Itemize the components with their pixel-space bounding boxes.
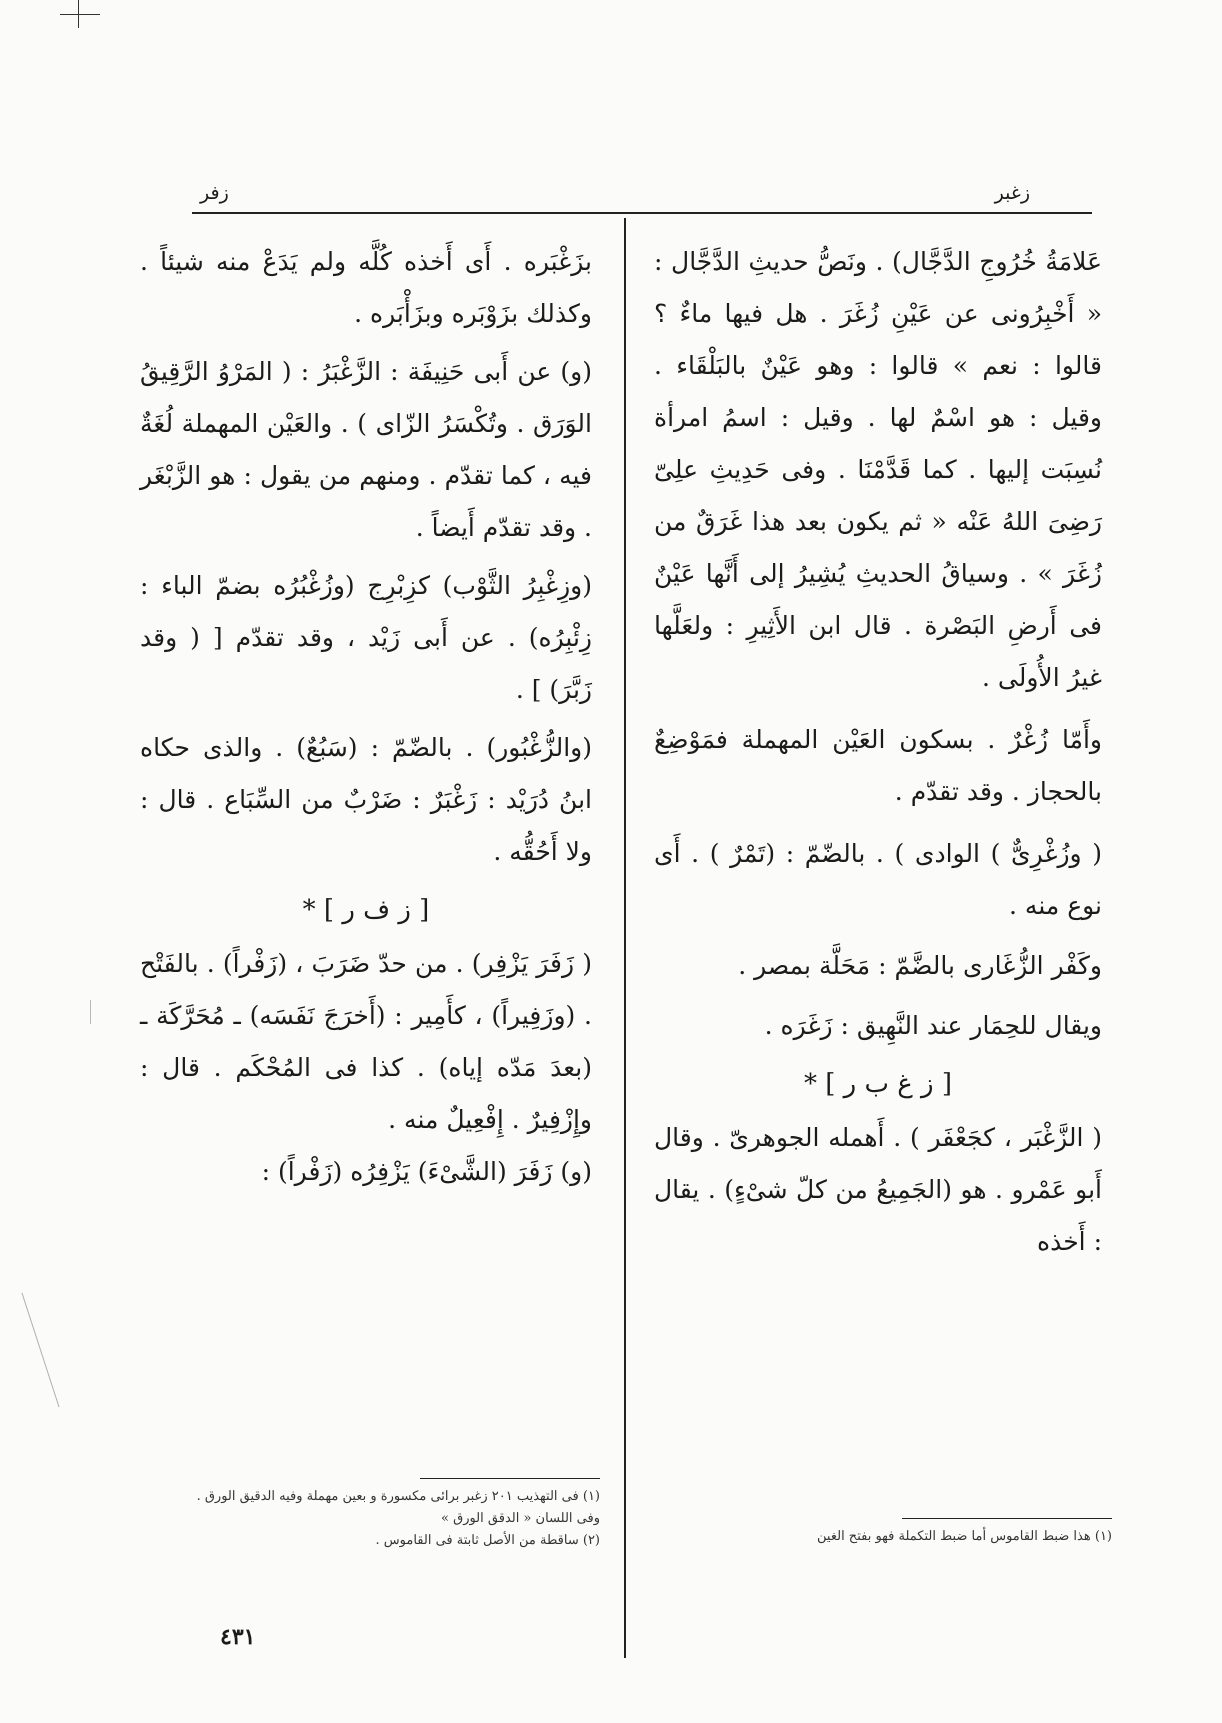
footnote: (١) هذا ضبط القاموس أما ضبط التكملة فهو بفتح الغين xyxy=(817,1529,1112,1544)
page-number: ٤٣١ xyxy=(220,1624,256,1650)
scan-artifact xyxy=(21,1293,59,1407)
left-column xyxy=(140,236,592,1198)
footnote-rule-right xyxy=(902,1518,1112,1519)
entry-heading: [ ز ف ر ] * xyxy=(302,895,430,925)
running-header-right: زغبر xyxy=(994,182,1030,204)
footnote: (٢) ساقطة من الأصل ثابتة فى القاموس . xyxy=(375,1533,600,1548)
crop-mark xyxy=(60,0,100,30)
paragraph: عَلامَةُ خُرُوجِ الدَّجَّال) . ونَصُّ حديثِ الدَّجَّال : « أَخْبِرُونى عن عَيْنِ زُغَرَ . هل فيها ماءٌ ؟ قالوا : نعم » قالوا : وهو عَيْنٌ بالبَلْقَاء . وقيل : هو اسْمٌ لها . وقيل : اسمُ امرأة نُسِبَت إليها . كما قَدَّمْنَا . وفى حَدِيثِ علِىّ رَضِىَ اللهُ عَنْه « ثم يكون بعد هذا غَرَقٌ من زُغَرَ » . وسياقُ الحديثِ يُشِيرُ إلى أَنَّها عَيْنٌ فى أَرضِ البَصْرة . قال ابن الأَثِيرِ : ولعَلَّها غيرُ الأُولَى . xyxy=(654,247,1102,692)
footnote-rule-left xyxy=(420,1478,600,1479)
header-rule xyxy=(192,212,1092,214)
paragraph: وكَفْر الزُّغَارى بالضَّمّ : مَحَلَّة بمصر . xyxy=(738,951,1102,980)
paragraph: ( الزَّغْبَر ، كجَعْفَر ) . أَهمله الجوهرىّ . وقال أَبو عَمْرو . هو (الجَمِيعُ من كلّ شىْءٍ) . يقال : أَخذه xyxy=(654,1123,1102,1256)
right-column xyxy=(654,236,1102,1268)
footnote: (١) فى التهذيب ٢٠١ زغبر برائى مكسورة و بعين مهملة وفيه الدقيق الورق . وفى اللسان « الدقق الورق » xyxy=(196,1489,600,1526)
running-header-left: زفر xyxy=(200,182,229,204)
column-divider xyxy=(624,218,626,1658)
footnotes-right xyxy=(662,1526,1112,1548)
entry-heading: [ ز غ ب ر ] * xyxy=(804,1069,952,1099)
paragraph: (و) زَفَرَ (الشَّىْءَ) يَزْفِرُه (زَفْراً) : xyxy=(261,1157,592,1186)
paragraph: (والزُّغْبُور) . بالضّمّ : (سَبُعٌ) . والذى حكاه ابنُ دُرَيْد : زَغْبَرٌ : ضَرْبٌ من السِّبَاع . قال : ولا أَحُقُّه . xyxy=(140,733,592,866)
paragraph: ( وزُغْرِىٌّ ) الوادى ) . بالضّمّ : (تَمْرٌ ) . أَى نوع منه . xyxy=(654,839,1102,920)
paragraph: ( زَفَرَ يَزْفِر) . من حدّ ضَرَبَ ، (زَفْراً) . بالفَتْح . (وزَفِيراً) ، كأَمِير : (أَخرَجَ نَفَسَه) ـ مُحَرَّكَة ـ (بعدَ مَدّه إياه) . كذا فى المُحْكَم . قال : وإِزْفِيرٌ . إِفْعِيلٌ منه . xyxy=(140,949,592,1134)
paragraph: (وزِغْبِرُ الثَّوْب) كزِبْرِج (وزُغْبُرُه بضمّ الباء : زِئْبِرُه) . عن أَبى زَيْد ، وقد تقدّم [ ( وقد زَبَّرَ) ] . xyxy=(140,571,592,704)
scan-artifact xyxy=(90,1000,91,1024)
paragraph: (و) عن أَبى حَنِيفَة : الزَّغْبَرُ : ( المَرْوُ الرَّقِيقُ الوَرَق . وتُكْسَرُ الزّاى ) . والعَيْن المهملة لُغَةٌ فيه ، كما تقدّم . ومنهم من يقول : هو الزَّبْغَر . وقد تقدّم أَيضاً . xyxy=(140,357,592,542)
footnotes-left xyxy=(170,1486,600,1552)
paragraph: ويقال للحِمَار عند النَّهِيق : زَغَرَه . xyxy=(764,1011,1102,1040)
paragraph: وأَمّا زُغْرٌ . بسكون العَيْن المهملة فمَوْضِعٌ بالحجاز . وقد تقدّم . xyxy=(654,725,1102,806)
paragraph: بزَغْبَره . أَى أَخذه كُلَّه ولم يَدَعْ منه شيئاً . وكذلك بزَوْبَره وبزَأْبَره . xyxy=(140,247,592,328)
